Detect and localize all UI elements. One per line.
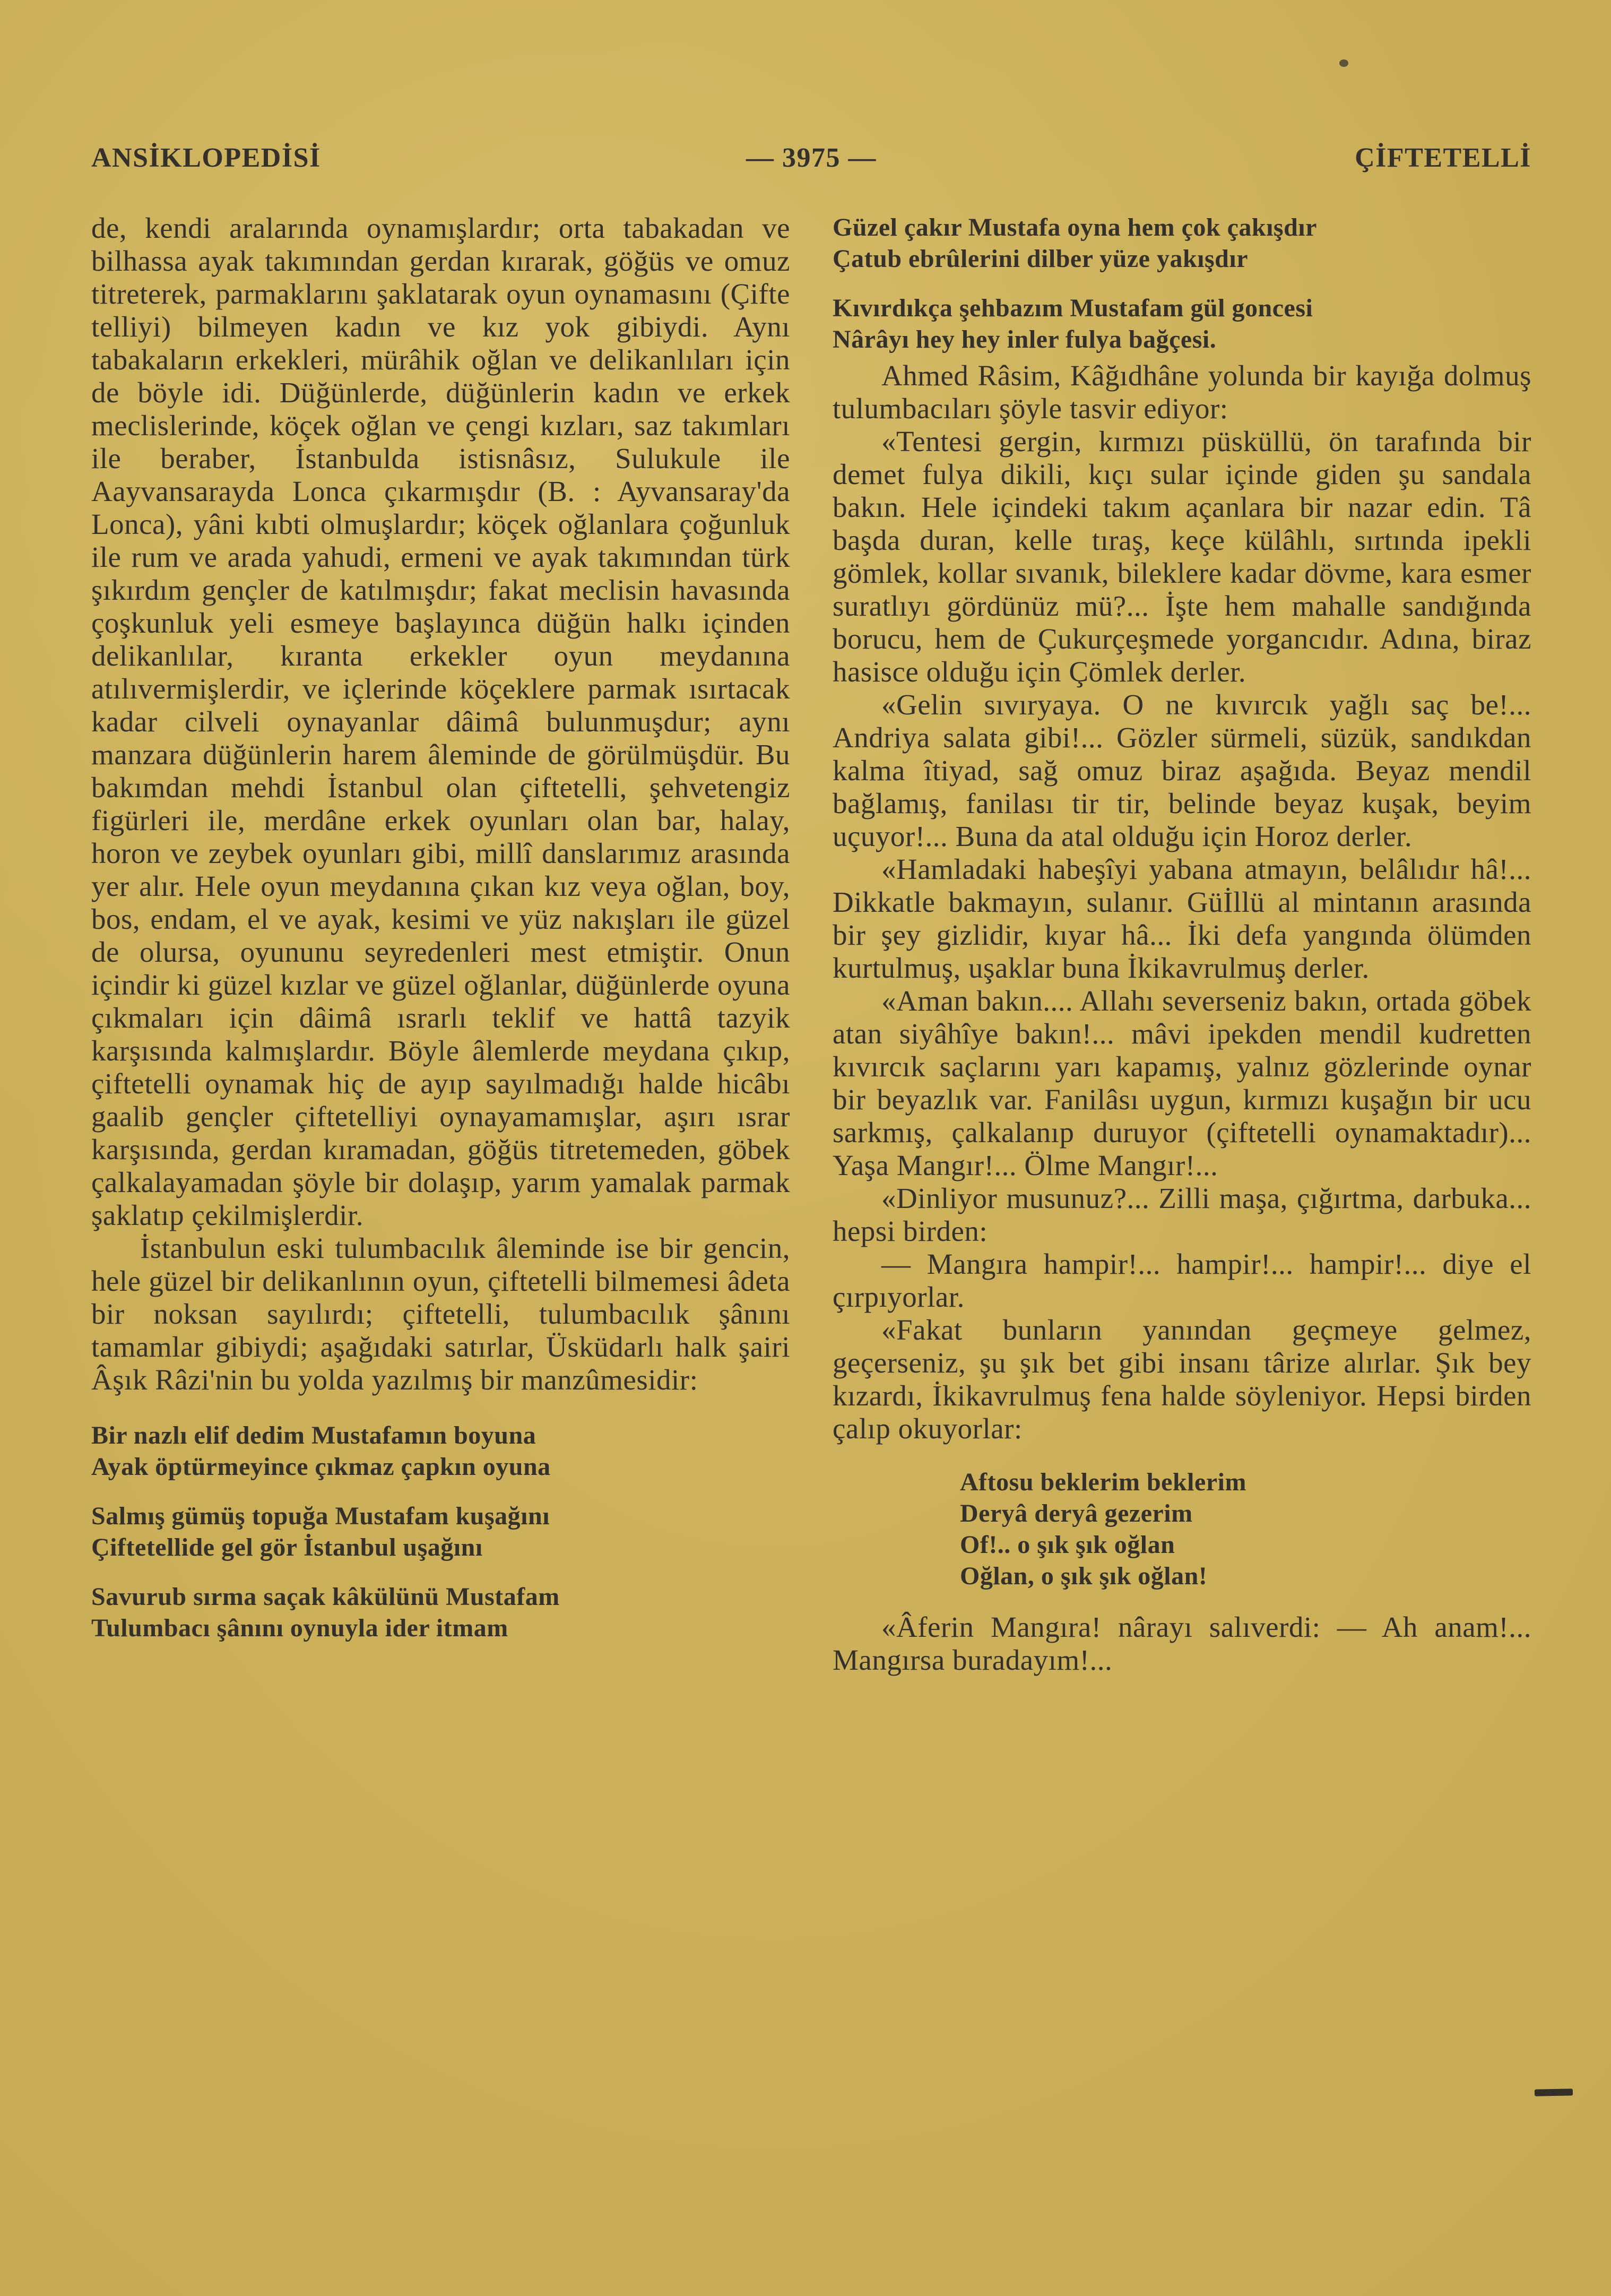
- ink-dot-artifact: [1339, 59, 1348, 67]
- verse-couplet: [91, 1500, 790, 1563]
- paragraph: de, kendi aralarında oynamışlardır; orta tabakadan ve bilhassa ayak takımından gerdan kırarak, göğüs ve omuz titreterek, parmaklarını şaklatarak oyun oynamasını (Çifte telliyi) bilmeyen kadın ve kız yok gibiydi. Aynı tabakaların erkekleri, mürâhik oğlan ve delikanlıları için de böyle idi. Düğünlerde, düğünlerin kadın ve erkek meclislerinde, köçek oğlan ve çengi kızları, saz takımları ile beraber, İstanbulda istisnâsız, Sulukule ile Aayvansarayda Lonca çıkarmışdır (B. : Ayvansaray'da Lonca), yâni kıbti olmuşlardır; köçek oğlanlara çoğunluk ile rum ve arada yahudi, ermeni ve ayak takımından türk şıkırdım gençler de katılmışdır; fakat meclisin havasında çoşkunluk yeli esmeye başlayınca düğün halkı içinden delikanlılar, kıranta erkekler oyun meydanına atılıvermişlerdir, ve içlerinde köçeklere parmak ısırtacak kadar cilveli oynayanlar dâimâ bulunmuşdur; aynı manzara düğünlerin harem âleminde de görülmüşdür. Bu bakımdan mehdi İstanbul olan çiftetelli, şehvetengiz figürleri ile, merdâne erkek oyunları olan bar, halay, horon ve zeybek oyunları gibi, millî danslarımız arasında yer alır. Hele oyun meydanına çıkan kız veya oğlan, boy, bos, endam, el ve ayak, kesimi ve yüz nakışları ile güzel de olursa, oyununu seyredenleri mest etmiştir. Onun içindir ki güzel kızlar ve güzel oğlanlar, düğünlerde oyuna çıkmaları için dâimâ ısrarlı teklif ve hattâ tazyik karşısında kalmışlardır. Böyle âlemlerde meydana çıkıp, çiftetelli oynamak hiç de ayıp sayılmadığı halde hicâbı gaalib gençler çiftetelliyi oynayamamışlar, aşırı ısrar karşısında, gerdan kıramadan, göğüs titretemeden, göbek çalkalayamadan şöyle bir dolaşıp, yarım yamalak parmak şaklatıp çekilmişlerdir.: [91, 212, 790, 1231]
- paragraph: «Aman bakın.... Allahı severseniz bakın, ortada göbek atan siyâhîye bakın!... mâvi ipekden mendil kudretten kıvırcık saçlarını yarı kapamış, yalnız gözlerinde oynar bir beyazlık var. Fanilâsı uygun, kırmızı kuşağın bir ucu sarkmış, çalkalanıp duruyor (çiftetelli oynamaktadır)... Yaşa Mangır!... Ölme Mangır!...: [833, 985, 1531, 1181]
- right-column: [833, 212, 1531, 1677]
- verse-line: Tulumbacı şânını oynuyla ider itmam: [91, 1614, 508, 1642]
- song-verse: [960, 1466, 1531, 1592]
- verse-couplet: [833, 212, 1531, 274]
- verse-line: Nârâyı hey hey inler fulya bağçesi.: [833, 325, 1217, 353]
- header-title-left: ANSİKLOPEDİSİ: [91, 143, 321, 173]
- verse-line: Çatub ebrûlerini dilber yüze yakışdır: [833, 245, 1249, 273]
- verse-couplet: [833, 292, 1531, 355]
- verse-line: Ayak öptürmeyince çıkmaz çapkın oyuna: [91, 1453, 551, 1481]
- paragraph: «Hamladaki habeşîyi yabana atmayın, belâlıdır hâ!... Dikkatle bakmayın, sulanır. Güİllü al mintanın arasında bir şey gizlidir, kıyar hâ... İki defa yangında ölümden kurtulmuş, uşaklar buna İkikavrulmuş derler.: [833, 853, 1531, 984]
- header-title-right: ÇİFTETELLİ: [1355, 143, 1531, 173]
- verse-line: Salmış gümüş topuğa Mustafam kuşağını: [91, 1502, 550, 1530]
- verse-couplet: [91, 1420, 790, 1482]
- paragraph: «Âferin Mangıra! nârayı salıverdi: — Ah anam!... Mangırsa buradayım!...: [833, 1611, 1531, 1676]
- left-column: [91, 212, 790, 1677]
- paragraph: «Gelin sıvıryaya. O ne kıvırcık yağlı saç be!... Andriya salata gibi!... Gözler sürmeli, süzük, sandıkdan kalma îtiyad, sağ omuz biraz aşağıda. Beyaz mendil bağlamış, fanilası tir tir, belinde beyaz kuşak, beyim uçuyor!... Buna da atal olduğu için Horoz derler.: [833, 688, 1531, 852]
- verse-line: Savurub sırma saçak kâkülünü Mustafam: [91, 1583, 560, 1611]
- verse-line: Bir nazlı elif dedim Mustafamın boyuna: [91, 1421, 536, 1449]
- page-number: — 3975 —: [746, 143, 877, 173]
- verse-line: Deryâ deryâ gezerim: [960, 1499, 1193, 1527]
- paragraph: Ahmed Râsim, Kâğıdhâne yolunda bir kayığa dolmuş tulumbacıları şöyle tasvir ediyor:: [833, 359, 1531, 425]
- verse-line: Aftosu beklerim beklerim: [960, 1468, 1246, 1496]
- paragraph: «Tentesi gergin, kırmızı püsküllü, ön tarafında bir demet fulya dikili, kıçı sular içinde giden şu sandala bakın. Hele içindeki takım açanlara bir nazar edin. Tâ başda duran, kelle tıraş, keçe külâhlı, sırtında ipekli gömlek, kollar sıvanık, bileklere kadar dövme, kara esmer suratlıyı gördünüz mü?... İşte hem mahalle sandığında borucu, hem de Çukurçeşmede yorgancıdır. Adına, biraz hasisce olduğu için Çömlek derler.: [833, 425, 1531, 688]
- paragraph: «Fakat bunların yanından geçmeye gelmez, geçerseniz, şu şık bet gibi insanı târize alırlar. Şık bey kızardı, İkikavrulmuş fena halde söyleniyor. Hepsi birden çalıp okuyorlar:: [833, 1314, 1531, 1445]
- paragraph: — Mangıra hampir!... hampir!... hampir!... diye el çırpıyorlar.: [833, 1248, 1531, 1313]
- ink-dash-artifact: [1535, 2088, 1573, 2096]
- paragraph: «Dinliyor musunuz?... Zilli maşa, çığırtma, darbuka... hepsi birden:: [833, 1182, 1531, 1247]
- verse-line: Güzel çakır Mustafa oyna hem çok çakışdır: [833, 213, 1317, 241]
- verse-line: Oğlan, o şık şık oğlan!: [960, 1562, 1208, 1590]
- verse-couplet: [91, 1581, 790, 1644]
- text-columns: [91, 212, 1531, 1677]
- poem-section: [91, 1420, 790, 1644]
- paragraph: İstanbulun eski tulumbacılık âleminde ise bir gencin, hele güzel bir delikanlının oyun, çiftetelli bilmemesi âdeta bir noksan sayılırdı; çiftetelli, tulumbacılık şânını tamamlar gibiydi; aşağıdaki satırlar, Üsküdarlı halk şairi Âşık Râzi'nin bu yolda yazılmış bir manzûmesidir:: [91, 1232, 790, 1396]
- page-header: [91, 142, 1531, 174]
- verse-line: Of!.. o şık şık oğlan: [960, 1531, 1175, 1559]
- verse-line: Kıvırdıkça şehbazım Mustafam gül goncesi: [833, 294, 1313, 322]
- verse-line: Çiftetellide gel gör İstanbul uşağını: [91, 1533, 483, 1561]
